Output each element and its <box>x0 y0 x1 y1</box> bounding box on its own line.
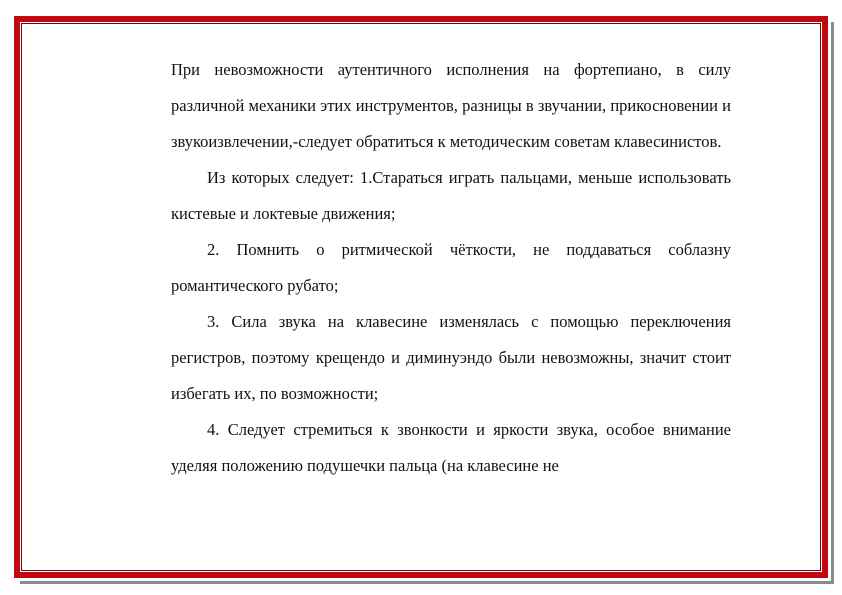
paragraph-advice-4: 4. Следует стремиться к звонкости и яркости звука, особое внимание уделяя положению подушечки пальца (на клавесине не <box>171 420 731 475</box>
paragraph-advice-1: Из которых следует: 1.Стараться играть пальцами, меньше использовать кистевые и локтевые движения; <box>171 168 731 223</box>
paragraph-advice-3: 3. Сила звука на клавесине изменялась с помощью переключения регистров, поэтому крещендо и диминуэндо были невозможны, значит стоит избегать их, по возможности; <box>171 312 731 403</box>
text-body <box>171 52 731 484</box>
paragraph-advice-2: 2. Помнить о ритмической чёткости, не поддаваться соблазну романтического рубато; <box>171 240 731 295</box>
paragraph-intro: При невозможности аутентичного исполнения на фортепиано, в силу различной механики этих инструментов, разницы в звучании, прикосновении и звукоизвлечении,-следует обратиться к методическим советам клавесинистов. <box>171 60 731 151</box>
